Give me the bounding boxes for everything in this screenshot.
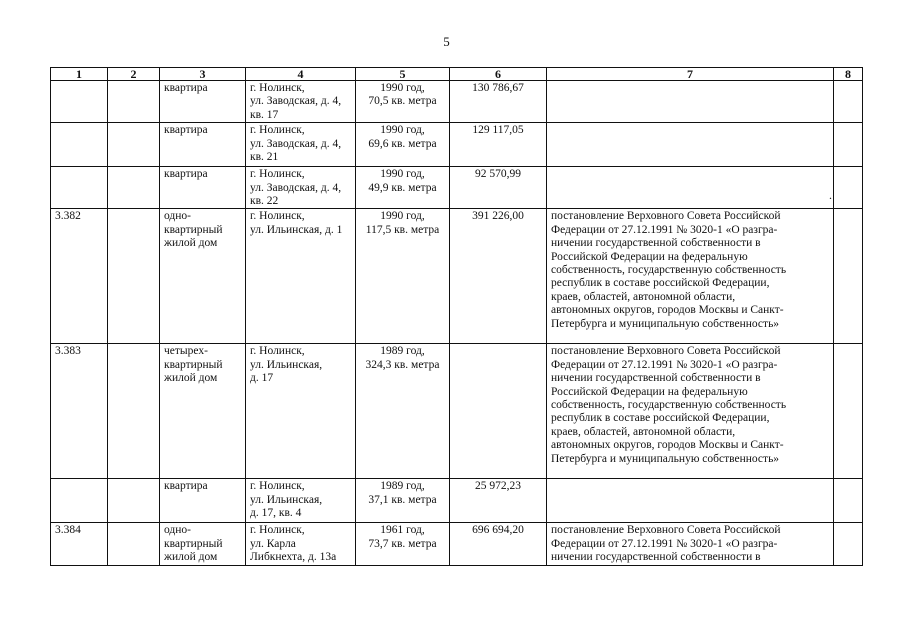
cell-col-1 bbox=[51, 167, 108, 209]
cell-line: Либкнехта, д. 13а bbox=[250, 551, 337, 564]
cell-line: Российской Федерации на федеральную bbox=[551, 385, 748, 398]
column-header: 3 bbox=[160, 68, 246, 81]
cell-line: краев, областей, автономной области, bbox=[551, 290, 736, 303]
cell-col-3 bbox=[160, 344, 246, 479]
cell-line: постановление Верховного Совета Российской bbox=[551, 345, 781, 358]
column-header: 5 bbox=[356, 68, 450, 81]
cell-col-7 bbox=[547, 479, 834, 523]
cell-col-5 bbox=[356, 123, 450, 167]
cell-col-4 bbox=[246, 167, 356, 209]
cell-line: краев, областей, автономной области, bbox=[551, 425, 736, 438]
cell-col-1 bbox=[51, 81, 108, 123]
cell-col-2 bbox=[108, 344, 160, 479]
cell-col-6: 129 117,05 bbox=[450, 123, 547, 167]
page-number: 5 bbox=[443, 34, 450, 49]
cell-line: 70,5 кв. метра bbox=[368, 95, 437, 108]
cell-line: 1961 год, bbox=[380, 524, 425, 537]
cell-col-5 bbox=[356, 209, 450, 344]
cell-col-6: 391 226,00 bbox=[450, 209, 547, 344]
cell-line: г. Нолинск, bbox=[250, 524, 305, 537]
property-table bbox=[50, 67, 863, 566]
cell-line: республик в составе российской Федерации, bbox=[551, 412, 770, 425]
stray-mark: . bbox=[829, 188, 832, 203]
cell-line: д. 17, кв. 4 bbox=[250, 507, 302, 520]
cell-col-3 bbox=[160, 209, 246, 344]
cell-line: квартира bbox=[164, 82, 208, 94]
table-row bbox=[51, 81, 863, 123]
cell-line: 37,1 кв. метра bbox=[368, 493, 437, 506]
cell-line: жилой дом bbox=[164, 237, 218, 250]
cell-line: четырех- bbox=[164, 345, 208, 358]
cell-line: республик в составе российской Федерации, bbox=[551, 277, 770, 290]
cell-col-7 bbox=[547, 81, 834, 123]
cell-col-7 bbox=[547, 209, 834, 344]
cell-line: квартирный bbox=[164, 223, 223, 236]
cell-line: ничении государственной собственности в bbox=[551, 372, 761, 385]
cell-col-1 bbox=[51, 479, 108, 523]
cell-line: ул. Заводская, д. 4, bbox=[250, 137, 342, 150]
cell-col-8 bbox=[834, 479, 863, 523]
table-row bbox=[51, 523, 863, 565]
cell-line: 324,3 кв. метра bbox=[365, 358, 440, 371]
cell-col-7 bbox=[547, 123, 834, 167]
table-row bbox=[51, 344, 863, 479]
cell-line: квартира bbox=[164, 124, 208, 137]
cell-line: жилой дом bbox=[164, 372, 218, 385]
cell-col-2 bbox=[108, 167, 160, 209]
column-header: 8 bbox=[834, 68, 863, 81]
cell-col-4 bbox=[246, 81, 356, 123]
cell-line: собственность, государственную собственность bbox=[551, 399, 787, 412]
cell-line: ул. Заводская, д. 4, bbox=[250, 181, 342, 194]
table-body bbox=[51, 81, 863, 566]
cell-line: ничении государственной собственности в bbox=[551, 551, 761, 564]
cell-col-8 bbox=[834, 344, 863, 479]
cell-col-8 bbox=[829, 167, 863, 209]
cell-line: Российской Федерации на федеральную bbox=[551, 250, 748, 263]
cell-line: г. Нолинск, bbox=[250, 480, 305, 493]
cell-line: д. 17 bbox=[250, 372, 274, 385]
cell-line: г. Нолинск, bbox=[250, 168, 305, 181]
cell-line: 1990 год, bbox=[380, 210, 425, 223]
cell-col-2 bbox=[108, 523, 160, 565]
cell-line: ул. Ильинская, bbox=[250, 358, 323, 371]
cell-line: квартирный bbox=[164, 537, 223, 550]
cell-col-1: 3.384 bbox=[51, 523, 108, 565]
cell-col-6: 130 786,67 bbox=[450, 81, 547, 123]
cell-col-7 bbox=[547, 523, 834, 565]
cell-col-4 bbox=[246, 209, 356, 344]
cell-line: постановление Верховного Совета Российской bbox=[551, 210, 781, 223]
cell-col-4 bbox=[246, 344, 356, 479]
header-row bbox=[51, 68, 863, 81]
cell-col-2 bbox=[108, 81, 160, 123]
cell-line: ул. Ильинская, bbox=[250, 493, 323, 506]
table-row bbox=[51, 479, 863, 523]
cell-line: 1990 год, bbox=[380, 82, 425, 94]
cell-col-5 bbox=[356, 81, 450, 123]
cell-line: 1989 год, bbox=[380, 480, 425, 493]
cell-line: одно- bbox=[164, 210, 192, 223]
cell-line: г. Нолинск, bbox=[250, 345, 305, 358]
cell-line: ничении государственной собственности в bbox=[551, 237, 761, 250]
cell-col-5 bbox=[356, 344, 450, 479]
cell-line: 69,6 кв. метра bbox=[368, 137, 437, 150]
cell-col-8 bbox=[834, 209, 863, 344]
cell-line: квартира bbox=[164, 480, 208, 493]
cell-line: постановление Верховного Совета Российской bbox=[551, 524, 781, 537]
cell-line: кв. 22 bbox=[250, 195, 279, 208]
table-row bbox=[51, 209, 863, 344]
cell-col-4 bbox=[246, 523, 356, 565]
cell-col-1 bbox=[51, 123, 108, 167]
cell-line: 1990 год, bbox=[380, 168, 425, 181]
cell-line: Федерации от 27.12.1991 № 3020-1 «О разгра- bbox=[551, 537, 778, 550]
column-header: 4 bbox=[246, 68, 356, 81]
cell-line: г. Нолинск, bbox=[250, 82, 305, 94]
cell-col-5 bbox=[356, 167, 450, 209]
cell-col-3 bbox=[160, 123, 246, 167]
cell-col-4 bbox=[246, 479, 356, 523]
cell-line: Петербурга и муниципальную собственность» bbox=[551, 452, 780, 465]
cell-col-6: 696 694,20 bbox=[450, 523, 547, 565]
cell-line: г. Нолинск, bbox=[250, 124, 305, 137]
cell-line: 117,5 кв. метра bbox=[365, 223, 440, 236]
cell-line: 1989 год, bbox=[380, 345, 425, 358]
cell-line: Петербурга и муниципальную собственность» bbox=[551, 317, 780, 330]
cell-col-3 bbox=[160, 479, 246, 523]
cell-col-2 bbox=[108, 209, 160, 344]
cell-col-8 bbox=[834, 523, 863, 565]
cell-col-6: 92 570,99 bbox=[450, 167, 547, 209]
cell-col-1: 3.383 bbox=[51, 344, 108, 479]
cell-col-7 bbox=[547, 167, 834, 209]
column-header: 6 bbox=[450, 68, 547, 81]
cell-line: жилой дом bbox=[164, 551, 218, 564]
cell-line: кв. 17 bbox=[250, 108, 279, 121]
cell-line: 49,9 кв. метра bbox=[368, 181, 437, 194]
cell-line: ул. Заводская, д. 4, bbox=[250, 95, 342, 108]
cell-col-4 bbox=[246, 123, 356, 167]
cell-line: 73,7 кв. метра bbox=[368, 537, 437, 550]
cell-line: 1990 год, bbox=[380, 124, 425, 137]
cell-line: автономных округов, городов Москвы и Санкт- bbox=[551, 439, 784, 452]
cell-line: квартирный bbox=[164, 358, 223, 371]
cell-col-1: 3.382 bbox=[51, 209, 108, 344]
cell-col-8 bbox=[834, 81, 863, 123]
table-row bbox=[51, 167, 863, 209]
cell-col-2 bbox=[108, 123, 160, 167]
cell-col-8 bbox=[834, 123, 863, 167]
cell-col-5 bbox=[356, 479, 450, 523]
cell-col-6: 25 972,23 bbox=[450, 479, 547, 523]
column-header: 2 bbox=[108, 68, 160, 81]
cell-col-7 bbox=[547, 344, 834, 479]
cell-col-3 bbox=[160, 81, 246, 123]
cell-line: собственность, государственную собственность bbox=[551, 264, 787, 277]
cell-col-6 bbox=[450, 344, 547, 479]
cell-col-5 bbox=[356, 523, 450, 565]
cell-line: Федерации от 27.12.1991 № 3020-1 «О разгра- bbox=[551, 223, 778, 236]
table-row bbox=[51, 123, 863, 167]
cell-line: одно- bbox=[164, 524, 192, 537]
cell-line: г. Нолинск, bbox=[250, 210, 305, 223]
cell-line: ул. Ильинская, д. 1 bbox=[250, 223, 343, 236]
column-header: 1 bbox=[51, 68, 108, 81]
column-header: 7 bbox=[547, 68, 834, 81]
cell-col-3 bbox=[160, 167, 246, 209]
cell-line: квартира bbox=[164, 168, 208, 181]
cell-line: автономных округов, городов Москвы и Санкт- bbox=[551, 304, 784, 317]
cell-col-2 bbox=[108, 479, 160, 523]
cell-line: Федерации от 27.12.1991 № 3020-1 «О разгра- bbox=[551, 358, 778, 371]
cell-line: кв. 21 bbox=[250, 151, 279, 164]
cell-col-3 bbox=[160, 523, 246, 565]
cell-line: ул. Карла bbox=[250, 537, 296, 550]
